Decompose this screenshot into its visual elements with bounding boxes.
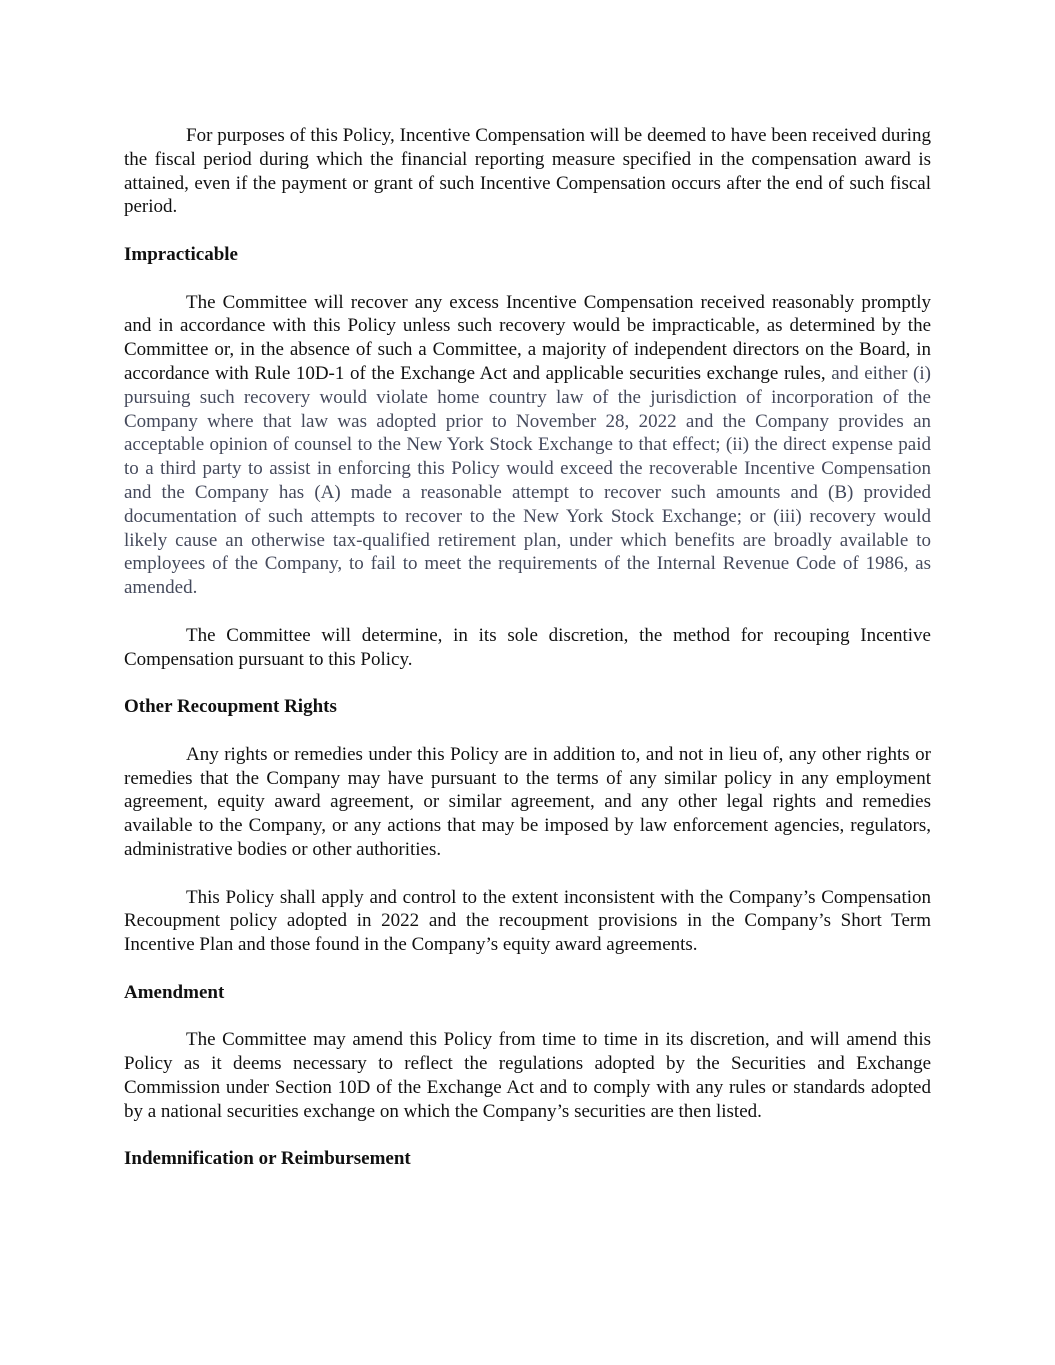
heading-impracticable: Impracticable [124,243,238,265]
paragraph-amendment: The Committee may amend this Policy from time to time in its discretion, and will amend this Policy as it deems necessary to reflect the regulations adopted by the Securities and Exchange Commission under Section 10D of the Exchange Act and to comply with any rules or standards adopted by a national securities exchange on which the Company’s securities are then listed. [124,1029,931,1122]
paragraph-incentive-received: For purposes of this Policy, Incentive Compensation will be deemed to have been received during the fiscal period during which the financial reporting measure specified in the compensation award is attained, even if the payment or grant of such Incentive Compensation occurs after the end of such fiscal period. [124,125,931,218]
paragraph-impracticable-conditions: and either (i) pursuing such recovery would violate home country law of the jurisdiction of incorporation of the Company where that law was adopted prior to November 28, 2022 and the Company provides an acceptable opinion of counsel to the New York Stock Exchange to that effect; (ii) the direct expense paid to a third party to assist in enforcing this Policy would exceed the recoverable Incentive Compensation and the Company has (A) made a reasonable attempt to recover such amounts and (B) provided documentation of such attempts to recover to the New York Stock Exchange; or (iii) recovery would likely cause an otherwise tax-qualified retirement plan, under which benefits are broadly available to employees of the Company, to fail to meet the requirements of the Internal Revenue Code of 1986, as amended. [124,362,931,599]
document-page [124,124,931,1195]
heading-other-recoupment-rights: Other Recoupment Rights [124,696,337,718]
paragraph-other-rights: Any rights or remedies under this Policy are in addition to, and not in lieu of, any other rights or remedies that the Company may have pursuant to the terms of any similar policy in any employment agreement, equity award agreement, or similar agreement, and any other legal rights and remedies available to the Company, or any actions that may be imposed by law enforcement agencies, regulators, administrative bodies or other authorities. [124,743,931,860]
heading-indemnification: Indemnification or Reimbursement [124,1148,411,1170]
paragraph-policy-control: This Policy shall apply and control to the extent inconsistent with the Company’s Compensation Recoupment policy adopted in 2022 and the recoupment provisions in the Company’s Short Term Incentive Plan and those found in the Company’s equity award agreements. [124,886,931,956]
paragraph-recoup-method: The Committee will determine, in its sole discretion, the method for recouping Incentive Compensation pursuant to this Policy. [124,624,931,670]
paragraph-impracticable-text: The Committee will recover any excess Incentive Compensation received reasonably promptly and in accordance with this Policy unless such recovery would be impracticable, as determined by the Committee or, in the absence of such a Committee, a majority of independent directors on the Board, in accordance with Rule 10D-1 of the Exchange Act and applicable securities exchange rules, [124,291,931,384]
heading-amendment: Amendment [124,981,225,1003]
paragraph-impracticable [124,291,931,600]
